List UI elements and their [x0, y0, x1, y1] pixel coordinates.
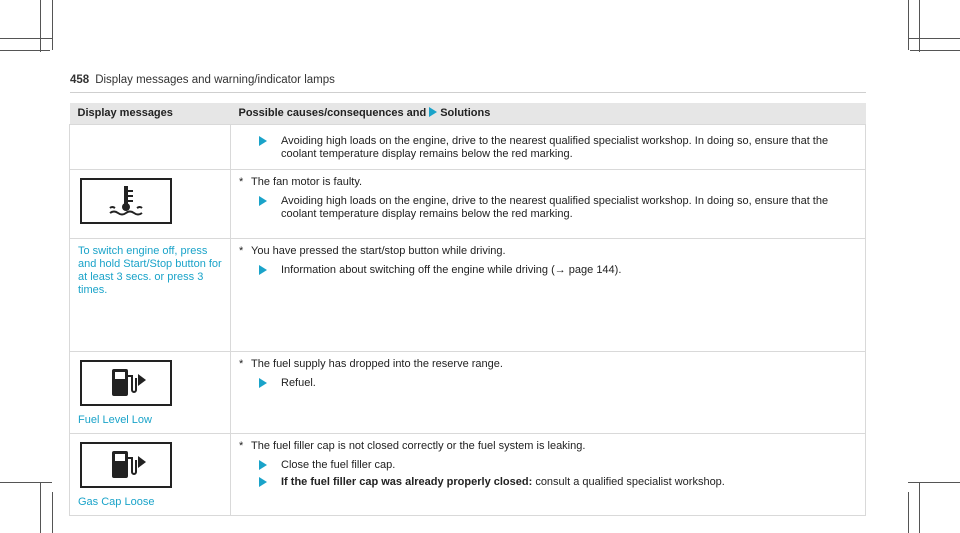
arrow-right-icon [429, 107, 437, 117]
solution-cell [231, 434, 866, 516]
solution-step: Avoiding high loads on the engine, drive to the nearest qualified specialist workshop. In doing so, ensure that the coolant temperature display remains below the red marking. [259, 135, 857, 161]
cause-text: * You have pressed the start/stop button while driving. [239, 245, 506, 257]
crop-mark [908, 0, 909, 50]
display-cell [70, 170, 231, 239]
crop-mark [910, 50, 960, 51]
cause-text: * The fan motor is faulty. [239, 176, 363, 188]
crop-mark [0, 50, 50, 51]
display-message-text: Fuel Level Low [78, 414, 152, 426]
coolant-temperature-icon [80, 178, 172, 224]
display-cell [70, 239, 231, 352]
col-header-causes-solutions: Possible causes/consequences and Solutions [231, 103, 866, 125]
crop-mark [919, 482, 920, 533]
display-cell [70, 352, 231, 434]
crop-mark [40, 482, 41, 533]
solution-step: Avoiding high loads on the engine, drive to the nearest qualified specialist workshop. In doing so, ensure that the coolant temperature display remains below the red marking. [259, 195, 857, 221]
solution-step: Close the fuel filler cap. [259, 459, 857, 472]
arrow-right-icon [259, 378, 267, 388]
cause-text: * The fuel supply has dropped into the reserve range. [239, 358, 503, 370]
crop-mark [919, 0, 920, 52]
page-header [70, 74, 335, 86]
table-row [70, 239, 866, 352]
cause-text: * The fuel filler cap is not closed correctly or the fuel system is leaking. [239, 440, 586, 452]
table-row [70, 434, 866, 516]
fuel-pump-icon [80, 360, 172, 406]
page-title: Display messages and warning/indicator lamps [95, 74, 335, 86]
arrow-right-icon [259, 460, 267, 470]
col-header-display-messages: Display messages [70, 103, 231, 125]
solution-step: Information about switching off the engine while driving (→ page 144). [259, 264, 857, 277]
solution-step: If the fuel filler cap was already properly closed: consult a qualified specialist workshop. [259, 476, 857, 489]
table-row [70, 352, 866, 434]
page-number: 458 [70, 74, 90, 86]
crop-mark [52, 0, 53, 50]
crop-mark [908, 38, 960, 39]
solution-step: Refuel. [259, 377, 857, 390]
crop-mark [0, 482, 52, 483]
solution-cell [231, 352, 866, 434]
crop-mark [40, 0, 41, 52]
crop-mark [908, 482, 960, 483]
display-message-text: To switch engine off, press and hold Start/Stop button for at least 3 secs. or press 3 times. [78, 245, 222, 296]
arrow-right-icon [259, 265, 267, 275]
arrow-right-icon [259, 136, 267, 146]
arrow-right-icon [259, 477, 267, 487]
display-message-text: Gas Cap Loose [78, 496, 155, 508]
table-row [70, 170, 866, 239]
solution-cell [231, 170, 866, 239]
header-divider [70, 92, 866, 93]
solution-cell [231, 125, 866, 170]
table-header-row [70, 103, 866, 125]
crop-mark [0, 38, 52, 39]
display-cell [70, 434, 231, 516]
arrow-right-icon [259, 196, 267, 206]
display-messages-table [69, 103, 866, 516]
crop-mark [908, 492, 909, 533]
solution-cell [231, 239, 866, 352]
table-row [70, 125, 866, 170]
crop-mark [52, 492, 53, 533]
fuel-pump-icon [80, 442, 172, 488]
display-cell [70, 125, 231, 170]
